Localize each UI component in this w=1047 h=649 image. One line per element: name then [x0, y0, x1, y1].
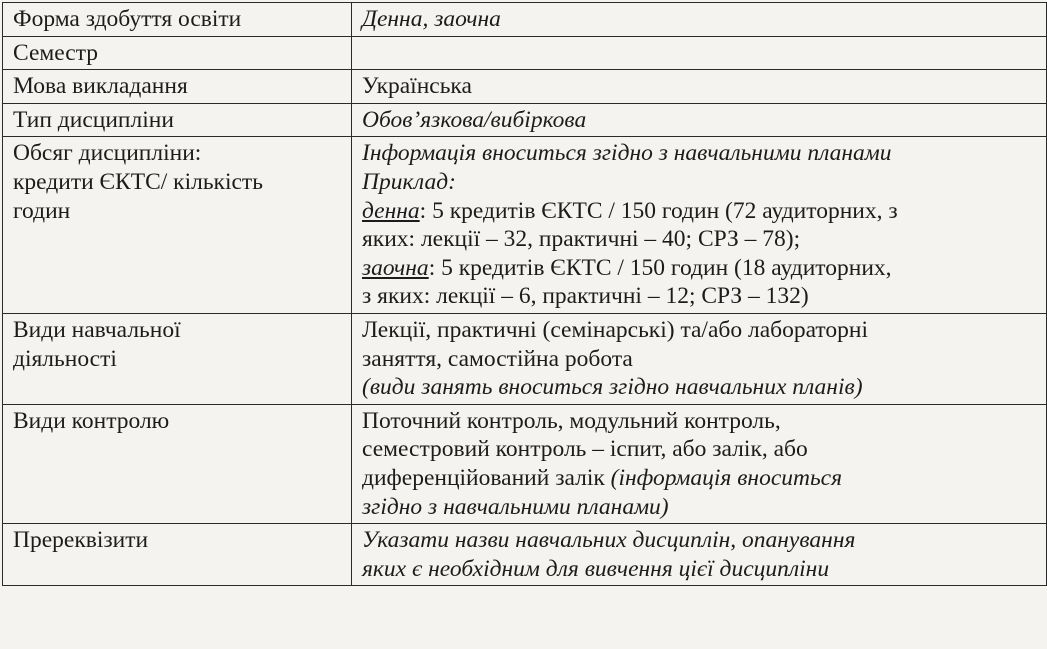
row-value-line: [362, 555, 1038, 584]
row-label-cell: [3, 313, 352, 404]
table-row: [3, 103, 1047, 137]
row-value-cell: [352, 70, 1047, 104]
row-value-line: [362, 225, 1038, 254]
row-label-line: Семестр: [13, 39, 99, 66]
row-value-line: [362, 373, 1038, 402]
row-value-text: Денна, заочна: [362, 6, 501, 32]
row-value-text: згідно з навчальними планами): [362, 493, 669, 520]
row-value-text: (види занять вноситься згідно навчальних планів): [362, 374, 863, 401]
row-label-cell: [3, 103, 352, 137]
row-value-text: Українська: [362, 73, 472, 100]
row-value-line: [362, 106, 1038, 135]
row-value-line: [362, 316, 1038, 345]
row-value-text: Поточний контроль, модульний контроль,: [362, 407, 781, 434]
row-label-cell: [3, 3, 352, 37]
row-value-cell: [352, 103, 1047, 137]
row-value-line: [362, 407, 1038, 436]
row-value-line: [362, 5, 1038, 34]
table-row: [3, 313, 1047, 404]
row-value-text: : 5 кредитів ЄКТС / 150 годин (18 аудиторних,: [428, 254, 892, 281]
row-value-text: Указати назви навчальних дисциплін, опанування: [362, 527, 856, 554]
row-label-line: Види навчальної: [13, 316, 181, 343]
row-value-line: [362, 435, 1038, 464]
row-value-line: [362, 464, 1038, 493]
row-value-cell: [352, 137, 1047, 314]
row-value-text: денна: [362, 197, 420, 224]
row-value-cell: [352, 36, 1047, 70]
row-value-text: : 5 кредитів ЄКТС / 150 годин (72 аудиторних, з: [419, 197, 898, 224]
table-row: [3, 36, 1047, 70]
row-label-line: Пререквізити: [13, 527, 149, 554]
course-info-table: [2, 2, 1047, 586]
row-value-text: з яких: лекції – 6, практичні – 12; СРЗ – 132): [362, 283, 809, 310]
row-value-line: [362, 197, 1038, 226]
row-label-cell: [3, 137, 352, 314]
row-label-line: Тип дисципліни: [13, 106, 174, 133]
row-value-line: [362, 72, 1038, 101]
row-value-line: [362, 168, 1038, 197]
table-row: [3, 70, 1047, 104]
table-body: [3, 3, 1047, 586]
row-value-text: Обов’язкова/вибіркова: [362, 106, 587, 133]
row-value-text: Приклад:: [362, 168, 456, 195]
row-value-text: заочна: [362, 254, 429, 281]
row-value-cell: [352, 524, 1047, 586]
row-label-line: Мова викладання: [13, 73, 188, 100]
row-value-text: заняття, самостійна робота: [362, 345, 633, 372]
table-row: [3, 3, 1047, 37]
row-label-cell: [3, 70, 352, 104]
row-value-line: [362, 345, 1038, 374]
row-label-cell: [3, 524, 352, 586]
row-label-line: годин: [13, 197, 71, 224]
table-row: [3, 404, 1047, 523]
row-value-text: Лекції, практичні (семінарські) та/або лабораторні: [362, 316, 868, 343]
row-value-line: [362, 139, 1038, 168]
table-row: [3, 524, 1047, 586]
row-label-line: Види контролю: [13, 407, 170, 434]
row-label-line: кредити ЄКТС/ кількість: [13, 168, 263, 195]
row-value-text: яких: лекції – 32, практичні – 40; СРЗ – 78);: [362, 226, 801, 253]
row-label-line: Форма здобуття освіти: [13, 6, 242, 32]
row-value-line: [362, 39, 1038, 68]
table-row: [3, 137, 1047, 314]
row-label-cell: [3, 36, 352, 70]
row-value-text: Інформація вноситься згідно з навчальними планами: [362, 140, 892, 167]
row-value-cell: [352, 313, 1047, 404]
row-value-text: семестровий контроль – іспит, або залік, або: [362, 436, 808, 463]
row-label-line: Обсяг дисципліни:: [13, 140, 202, 167]
row-value-text: диференційований залік: [362, 464, 611, 491]
row-label-line: діяльності: [13, 345, 117, 372]
row-value-text: яких є необхідним для вивчення цієї дисципліни: [362, 555, 830, 582]
row-value-line: [362, 254, 1038, 283]
row-value-line: [362, 526, 1038, 555]
row-value-cell: [352, 404, 1047, 523]
row-value-line: [362, 493, 1038, 522]
row-label-cell: [3, 404, 352, 523]
row-value-text: (інформація вноситься: [610, 464, 843, 491]
row-value-line: [362, 282, 1038, 311]
row-value-cell: [352, 3, 1047, 37]
